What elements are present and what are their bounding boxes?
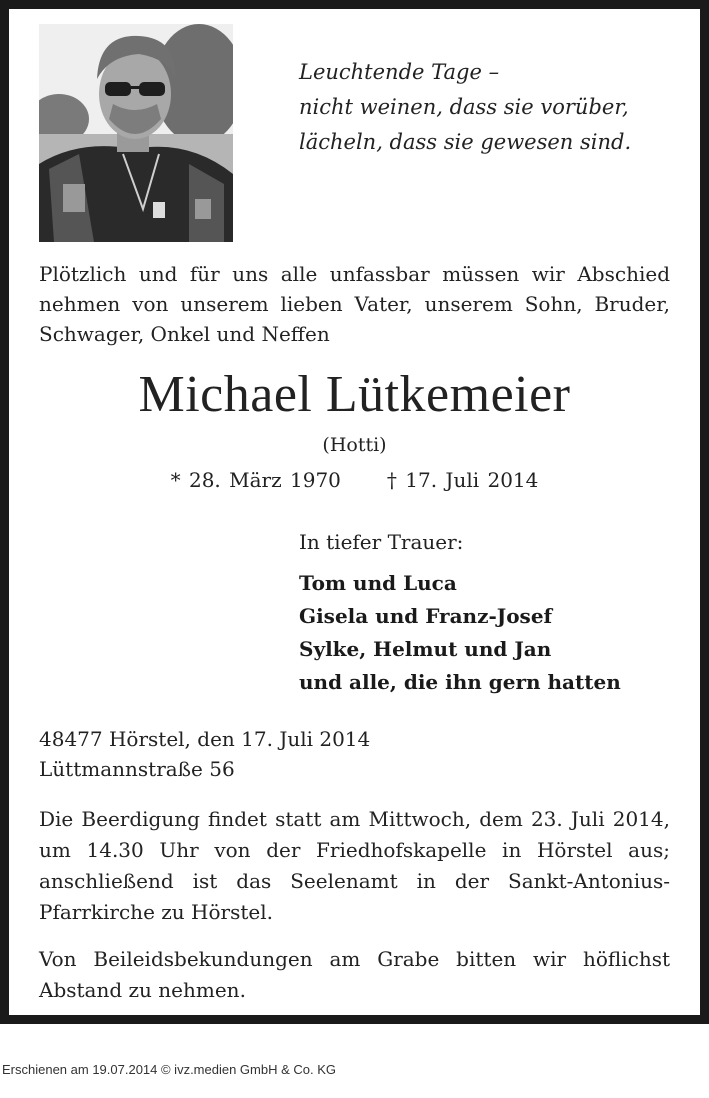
poem-line: Leuchtende Tage –	[299, 60, 500, 84]
portrait-photo	[39, 24, 233, 242]
deceased-name: Michael Lütkemeier	[138, 366, 571, 423]
condolences-line: Von Beileidsbekundungen am Grabe bitten wir höflichst	[39, 947, 670, 971]
condolences-note	[39, 944, 670, 1006]
poem-line: nicht weinen, dass sie vorüber,	[299, 95, 629, 119]
birth-date: * 28. März 1970	[170, 468, 341, 492]
mourner-entry: Sylke, Helmut und Jan	[299, 637, 552, 661]
condolences-line: Abstand zu nehmen.	[39, 978, 246, 1002]
mourner-entry: und alle, die ihn gern hatten	[299, 670, 621, 694]
deceased-nickname: (Hotti)	[322, 434, 387, 456]
death-date: † 17. Juli 2014	[386, 468, 539, 492]
funeral-line: anschließend ist das Seelenamt in der Sankt-Antonius-	[39, 869, 670, 893]
intro-line: Schwager, Onkel und Neffen	[39, 322, 330, 346]
address-street: Lüttmannstraße 56	[39, 757, 235, 781]
mourning-heading: In tiefer Trauer:	[299, 530, 464, 554]
funeral-line: um 14.30 Uhr von der Friedhofskapelle in Hörstel aus;	[39, 838, 670, 862]
mourners-list	[299, 567, 621, 699]
intro-text	[39, 259, 670, 349]
funeral-line: Pfarrkirche zu Hörstel.	[39, 900, 273, 924]
intro-line: nehmen von unserem lieben Vater, unserem Sohn, Bruder,	[39, 292, 670, 316]
mourner-entry: Tom und Luca	[299, 571, 457, 595]
funeral-info	[39, 804, 670, 928]
address-place-date: 48477 Hörstel, den 17. Juli 2014	[39, 727, 371, 751]
publication-footer: Erschienen am 19.07.2014 © ivz.medien GmbH & Co. KG	[2, 1062, 337, 1077]
funeral-line: Die Beerdigung findet statt am Mittwoch, dem 23. Juli 2014,	[39, 807, 670, 831]
mourner-entry: Gisela und Franz-Josef	[299, 604, 553, 628]
poem	[299, 55, 631, 160]
life-dates	[9, 468, 700, 492]
poem-line: lächeln, dass sie gewesen sind.	[299, 130, 632, 154]
address-block	[39, 724, 370, 784]
portrait-image	[39, 24, 233, 242]
intro-line: Plötzlich und für uns alle unfassbar müssen wir Abschied	[39, 262, 670, 286]
